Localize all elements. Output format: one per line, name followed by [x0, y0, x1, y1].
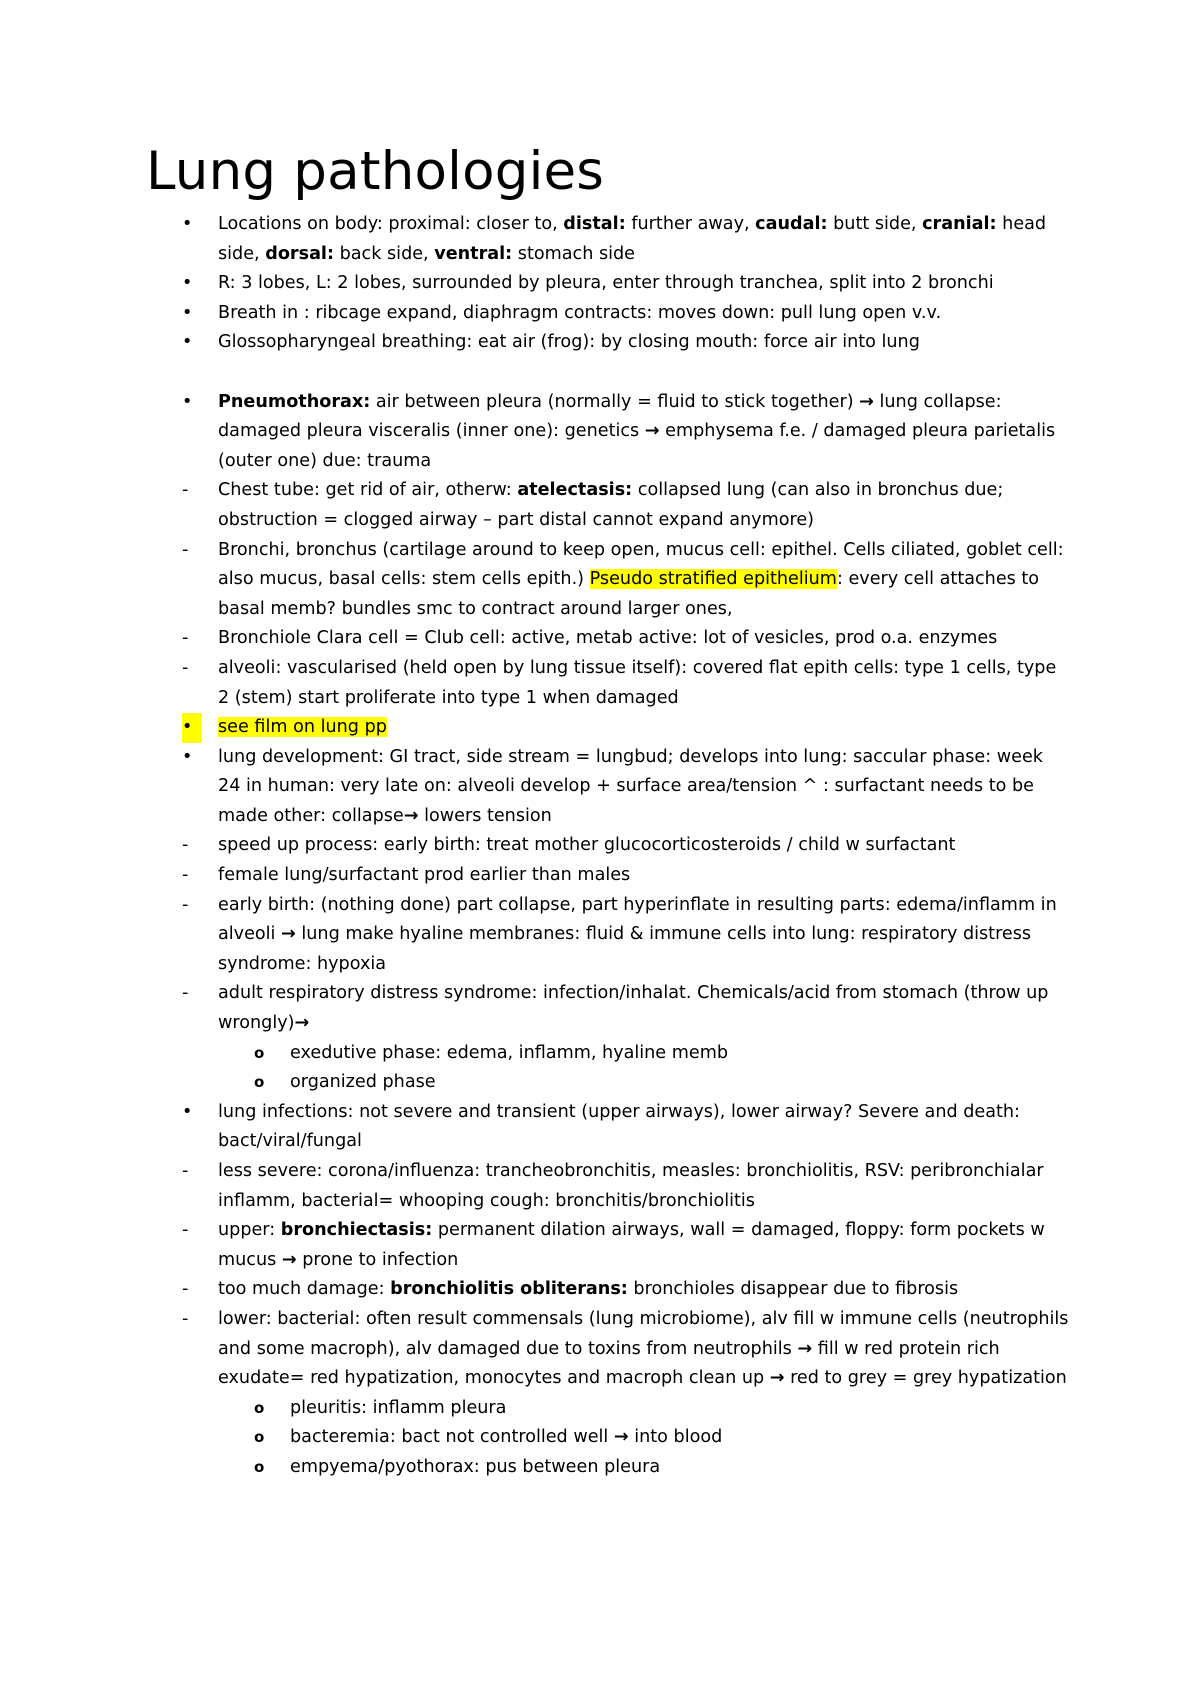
dash-marker: - [182, 1161, 189, 1181]
text-segment: female lung/surfactant prod earlier than males [218, 865, 631, 886]
list-item [0, 1216, 1070, 1275]
dash-marker: - [182, 894, 189, 915]
list-item [0, 536, 1070, 625]
arrow-icon: → [769, 1368, 785, 1389]
list-item [0, 1098, 1070, 1157]
bold-term: Pneumothorax: [218, 391, 371, 412]
text-segment: further away, [625, 214, 756, 234]
text-segment: adult respiratory distress syndrome: infection/inhalat. Chemicals/acid from stomach (throw up wrongly) [218, 983, 1049, 1034]
text-segment: lung infections: not severe and transient (upper airways), lower airway? Severe and death: bact/viral/fungal [218, 1101, 1020, 1152]
dash-marker: - [182, 835, 189, 856]
bullet-marker: • [182, 332, 193, 353]
page-title: Lung pathologies [146, 141, 605, 202]
arrow-icon: → [613, 1427, 629, 1448]
text-segment: butt side, [827, 214, 923, 234]
bullet-marker: • [182, 302, 193, 323]
text-segment: into blood [628, 1427, 723, 1448]
dash-marker: - [182, 1308, 189, 1329]
bullet-marker: • [182, 1101, 193, 1122]
text-segment: R: 3 lobes, L: 2 lobes, surrounded by pleura, enter through tranchea, split into 2 bronchi [218, 273, 994, 294]
text-segment: lung make hyaline membranes: fluid & immune cells into lung: respiratory distress syndrome: hypoxia [218, 924, 1032, 974]
blank-line [0, 358, 1200, 388]
bold-term: ventral: [434, 243, 513, 264]
text-segment: pleuritis: inflamm pleura [290, 1397, 507, 1418]
text-segment: early birth: (nothing done) part collapse, part hyperinflate in resulting parts: edema/inflamm in alveoli [218, 894, 1057, 945]
text-segment: air between pleura (normally = fluid to stick together) [370, 391, 860, 412]
dash-marker: - [182, 480, 189, 501]
notes-list [0, 210, 1200, 1483]
bullet-marker: • [182, 713, 202, 743]
text-segment: less severe: corona/influenza: trancheobronchitis, measles: bronchiolitis, RSV: peribronchialar inflamm, bacterial= whooping cough: bronchitis/bronchiolitis [218, 1161, 1044, 1211]
list-item [0, 1305, 1070, 1394]
sub-bullet-marker: o [254, 1398, 265, 1417]
text-segment: lower: bacterial: often result commensals (lung microbiome), alv fill w immune cells (neutrophils and some macroph), alv damaged due to toxins from neutrophils [218, 1308, 1069, 1359]
sub-list-item [0, 1068, 1070, 1098]
bold-term: bronchiolitis obliterans: [390, 1279, 628, 1300]
text-segment: Bronchi, bronchus (cartilage around to keep open, mucus cell: epithel. Cells ciliated, goblet cell: also mucus, basal cells: stem cells epith.) [218, 539, 1064, 590]
dash-marker: - [182, 865, 189, 886]
text-segment: stomach side [512, 243, 636, 264]
text-segment: collapsed lung (can also in bronchus due; obstruction = clogged airway – part distal cannot expand anymore) [218, 480, 1004, 530]
list-item [0, 328, 1070, 358]
text-segment: Bronchiole Clara cell = Club cell: active, metab active: lot of vesicles, prod o.a. enzymes [218, 628, 998, 649]
list-item [0, 299, 1070, 329]
bold-term: cranial: [922, 214, 997, 234]
text-segment: head side, [218, 214, 1047, 264]
list-item [0, 861, 1070, 891]
text-segment: bronchioles disappear due to fibrosis [627, 1279, 959, 1300]
arrow-icon: → [281, 1249, 297, 1270]
bold-term: bronchiectasis: [280, 1220, 433, 1241]
text-segment: Glossopharyngeal breathing: eat air (frog): by closing mouth: force air into lung [218, 332, 920, 353]
text-segment: bacteremia: bact not controlled well [290, 1427, 614, 1448]
bold-term: distal: [563, 214, 626, 234]
text-segment: upper: [218, 1220, 281, 1241]
text-segment: permanent dilation airways, wall = damaged, floppy: form pockets w mucus [218, 1220, 1045, 1270]
text-segment: emphysema f.e. / damaged pleura parietalis (outer one) due: trauma [218, 421, 1056, 471]
dash-marker: - [182, 628, 189, 649]
arrow-icon: → [281, 924, 296, 945]
text-segment: Locations on body: proximal: closer to, [218, 214, 564, 234]
list-item [0, 1275, 1070, 1305]
arrow-icon: → [403, 805, 419, 826]
list-item [0, 743, 1070, 832]
sub-list-item [0, 1453, 1070, 1483]
bold-term: caudal: [755, 214, 828, 234]
list-item [0, 654, 1070, 713]
bold-term: atelectasis: [517, 480, 633, 501]
list-item [0, 269, 1070, 299]
list-item [0, 713, 1070, 743]
text-segment: too much damage: [218, 1279, 391, 1300]
sub-list-item [0, 1394, 1070, 1424]
text-segment: exedutive phase: edema, inflamm, hyaline memb [290, 1042, 728, 1063]
sub-bullet-marker: o [254, 1457, 265, 1476]
dash-marker: - [182, 983, 189, 1004]
bullet-marker: • [182, 391, 193, 412]
arrow-icon: → [797, 1338, 813, 1359]
list-item [0, 476, 1070, 535]
text-segment: speed up process: early birth: treat mother glucocorticosteroids / child w surfactant [218, 835, 956, 856]
text-segment: back side, [334, 243, 435, 264]
text-segment: Breath in : ribcage expand, diaphragm contracts: moves down: pull lung open v.v. [218, 302, 942, 323]
list-item [0, 891, 1070, 980]
text-segment: organized phase [290, 1072, 436, 1093]
list-item [0, 624, 1070, 654]
bullet-marker: • [182, 214, 193, 234]
bold-term: dorsal: [265, 243, 335, 264]
highlighted-text: Pseudo stratified epithelium [589, 569, 837, 590]
list-item [0, 831, 1070, 861]
dash-marker: - [182, 1220, 189, 1241]
sub-list-item [0, 1039, 1070, 1069]
text-segment: empyema/pyothorax: pus between pleura [290, 1456, 661, 1477]
sub-bullet-marker: o [254, 1043, 265, 1062]
text-segment: Chest tube: get rid of air, otherw: [218, 480, 518, 501]
sub-bullet-marker: o [254, 1073, 265, 1092]
dash-marker: - [182, 539, 189, 560]
text-segment: lung development: GI tract, side stream = lungbud; develops into lung: saccular phase: week 24 in human: very late on: alveoli develop + surface area/tension ^ : surfactant needs to be made other: collapse [218, 746, 1043, 826]
dash-marker: - [182, 1279, 189, 1300]
list-item [0, 388, 1070, 477]
text-segment: prone to infection [296, 1249, 459, 1270]
text-segment: red to grey = grey hypatization [784, 1368, 1067, 1389]
bullet-marker: • [182, 746, 193, 767]
list-item [0, 210, 1070, 269]
text-segment: : every cell attaches to basal memb? bundles smc to contract around larger ones, [218, 569, 1040, 619]
bullet-marker: • [182, 273, 193, 294]
list-item [0, 979, 1070, 1038]
dash-marker: - [182, 657, 189, 678]
sub-list-item [0, 1423, 1070, 1453]
sub-bullet-marker: o [254, 1428, 265, 1447]
text-segment: fill w red protein rich exudate= red hypatization, monocytes and macroph clean up [218, 1338, 1000, 1389]
list-item [0, 1157, 1070, 1216]
arrow-icon: → [644, 421, 660, 442]
arrow-icon: → [294, 1013, 310, 1034]
arrow-icon: → [859, 391, 874, 412]
text-segment: alveoli: vascularised (held open by lung tissue itself): covered flat epith cells: type 1 cells, type 2 (stem) start proliferate into type 1 when damaged [218, 657, 1057, 708]
text-segment: lung collapse: damaged pleura visceralis (inner one): genetics [218, 391, 1002, 442]
text-segment: lowers tension [418, 805, 552, 826]
highlighted-text: see film on lung pp [218, 717, 387, 738]
